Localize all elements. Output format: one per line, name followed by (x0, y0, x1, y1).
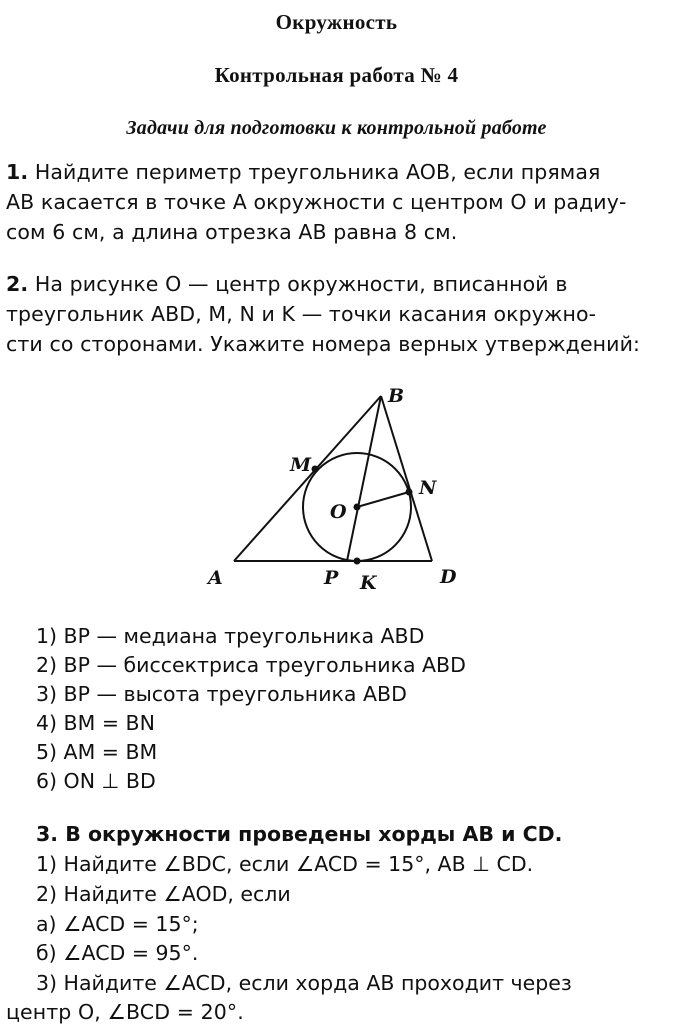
option-6: 6) ON ⊥ BD (36, 769, 156, 793)
label-o: O (330, 501, 347, 523)
task3-line3: 2) Найдите ∠AOD, если (36, 882, 291, 906)
side-ab (234, 396, 381, 561)
task3-line4: а) ∠ACD = 15°; (36, 912, 199, 936)
radius-on (357, 492, 409, 507)
task2-number: 2. (6, 272, 29, 296)
triangle-incircle-figure (190, 380, 490, 600)
task1-line3: сом 6 см, а длина отрезка AB равна 8 см. (6, 220, 458, 244)
label-d: D (440, 566, 457, 588)
label-m: M (290, 454, 312, 476)
label-a: A (208, 567, 223, 589)
task3-line6: 3) Найдите ∠ACD, если хорда AB проходит через (36, 971, 572, 995)
task3-line7: центр O, ∠BCD = 20°. (6, 1000, 244, 1024)
option-2: 2) BP — биссектриса треугольника ABD (36, 653, 466, 677)
task2-line3: сти со сторонами. Укажите номера верных утверждений: (6, 332, 641, 356)
option-4: 4) BM = BN (36, 711, 155, 735)
label-b: B (388, 385, 405, 407)
point-n (406, 489, 413, 496)
task3-line2: 1) Найдите ∠BDC, если ∠ACD = 15°, AB ⊥ CD. (36, 852, 534, 876)
task1-number: 1. (6, 160, 29, 184)
section-subtitle: Задачи для подготовки к контрольной работе (126, 117, 547, 139)
page-title: Окружность (275, 10, 398, 34)
option-3: 3) BP — высота треугольника ABD (36, 682, 407, 706)
label-k: K (360, 572, 377, 594)
task1-line1: 1. Найдите периметр треугольника AOB, если прямая (6, 160, 601, 184)
option-5: 5) AM = BM (36, 740, 158, 764)
task2-line1: 2. На рисунке O — центр окружности, вписанной в (6, 272, 568, 296)
segment-bp (347, 396, 381, 561)
option-1: 1) BP — медиана треугольника ABD (36, 624, 425, 648)
label-n: N (419, 477, 437, 499)
point-k (354, 558, 361, 565)
task1-line2: AB касается в точке A окружности с центром O и радиу- (6, 190, 627, 214)
task2-line2: треугольник ABD, M, N и K — точки касания окружно- (6, 302, 597, 326)
point-o (354, 504, 361, 511)
task3-line5: б) ∠ACD = 95°. (36, 941, 199, 965)
work-title: Контрольная работа № 4 (214, 63, 459, 87)
task3-line1: 3. В окружности проведены хорды AB и CD. (36, 822, 563, 846)
label-p: P (324, 567, 339, 589)
point-m (312, 466, 319, 473)
